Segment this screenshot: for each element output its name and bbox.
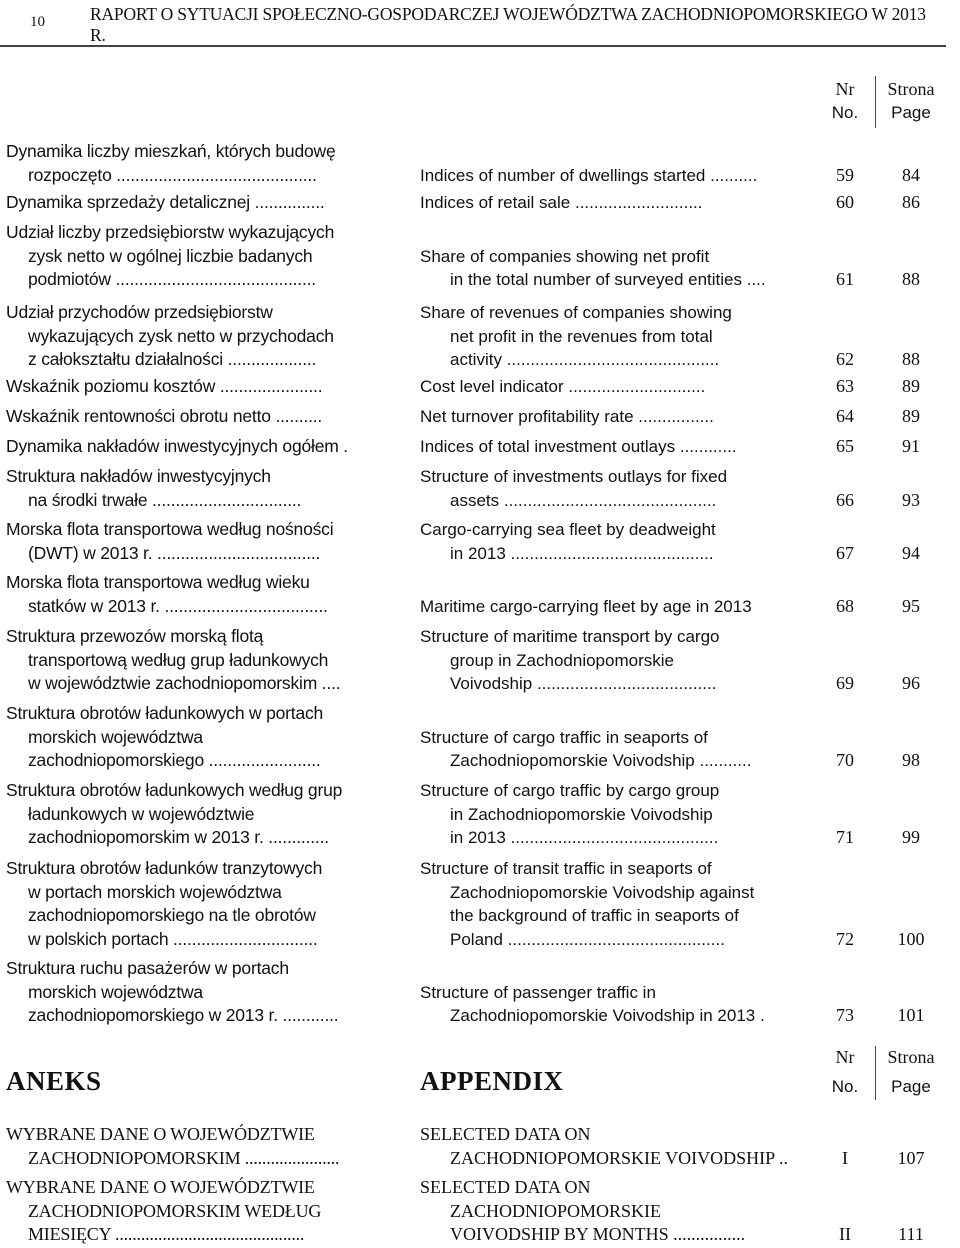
english-title-line: Indices of retail sale ........................... [420, 193, 703, 212]
header-rule [0, 45, 946, 47]
strona-label: Strona [887, 1047, 935, 1067]
polish-title [6, 857, 386, 951]
polish-title-line: Struktura obrotów ładunkowych według grup [6, 780, 343, 800]
polish-title-line: Struktura ruchu pasażerów w portach [6, 958, 289, 978]
table-number: 69 [836, 673, 854, 693]
english-title-line: Structure of passenger traffic in [420, 982, 656, 1002]
page-number-link[interactable]: 111 [898, 1224, 924, 1244]
english-title [420, 981, 805, 1028]
page-number-link[interactable]: 89 [902, 406, 920, 426]
polish-title-line: Wskaźnik rentowności obrotu netto .......... [6, 406, 323, 426]
polish-title-line: w województwie zachodniopomorskim .... [28, 673, 341, 693]
table-number: 61 [836, 269, 854, 289]
polish-title [6, 702, 386, 773]
table-number: 72 [836, 928, 854, 949]
nr-label: Nr [835, 1047, 855, 1067]
polish-title-line: w polskich portach ............................... [28, 928, 318, 949]
polish-title-line: Struktura przewozów morską flotą [6, 626, 264, 646]
table-number: 73 [836, 1005, 854, 1025]
english-title-line: Voivodship ...................................... [450, 674, 717, 693]
polish-title-line: zachodniopomorskiego w 2013 r. ............ [28, 1005, 339, 1025]
table-number: 71 [836, 827, 854, 847]
english-title-line: Cargo-carrying sea fleet by deadweight [420, 520, 716, 539]
table-number: 64 [836, 406, 854, 426]
polish-title [6, 405, 386, 429]
english-title-line: assets ............................................. [450, 490, 717, 510]
english-title [420, 375, 805, 399]
polish-title [6, 518, 386, 565]
polish-title [6, 301, 386, 372]
page-number: 10 [30, 14, 45, 30]
table-number: 63 [836, 376, 854, 396]
polish-title-line: MIESIĘCY ............................................ [28, 1224, 305, 1244]
polish-title-line: Udział liczby przedsiębiorstw wykazujących [6, 222, 335, 242]
polish-title-line: morskich województwa [28, 726, 203, 747]
english-title-line: in the total number of surveyed entities .... [450, 270, 766, 289]
appendix-heading: APPENDIX [420, 1066, 564, 1096]
english-title-line: the background of traffic in seaports of [450, 906, 739, 925]
english-title-line: Structure of maritime transport by cargo [420, 627, 720, 646]
english-title-line: Structure of cargo traffic by cargo group [420, 781, 720, 800]
polish-title-line: Dynamika nakładów inwestycyjnych ogółem . [6, 436, 348, 456]
english-title [420, 595, 805, 619]
polish-title-line: ZACHODNIOPOMORSKIM WEDŁUG [28, 1200, 322, 1221]
polish-title [6, 465, 386, 512]
polish-title-line: Dynamika liczby mieszkań, których budowę [6, 141, 336, 161]
english-title [420, 405, 805, 429]
english-title-line: Structure of transit traffic in seaports of [420, 859, 712, 878]
polish-title-line: na środki trwałe ................................ [28, 489, 302, 510]
page-number-link[interactable]: 91 [902, 436, 920, 456]
polish-title-line: w portach morskich województwa [28, 881, 282, 902]
english-title-line: in 2013 ............................................ [450, 828, 719, 847]
english-title-line: Zachodniopomorskie Voivodship against [450, 882, 755, 902]
page-column-header [876, 78, 946, 124]
annex-page-column-header [876, 1046, 946, 1098]
polish-title [6, 1123, 386, 1170]
english-title-line: ZACHODNIOPOMORSKIE VOIVODSHIP .. [450, 1147, 789, 1168]
polish-title [6, 625, 386, 696]
page-number-link[interactable]: 101 [897, 1005, 925, 1025]
page-number-link[interactable]: 94 [902, 542, 920, 563]
polish-title-line: Struktura obrotów ładunków tranzytowych [6, 858, 323, 878]
english-title [420, 1176, 805, 1247]
polish-title [6, 191, 386, 215]
table-number: 60 [836, 192, 854, 212]
polish-title-line: Morska flota transportowa według wieku [6, 572, 310, 592]
polish-title-line: rozpoczęto ........................................... [28, 164, 317, 185]
polish-title-line: podmiotów ........................................... [28, 269, 316, 289]
english-title-line: in Zachodniopomorskie Voivodship [450, 804, 713, 824]
polish-title [6, 140, 386, 187]
english-title-line: in 2013 ........................................... [450, 543, 714, 563]
page-number-link[interactable]: 88 [902, 269, 920, 289]
english-title-line: Indices of total investment outlays ............ [420, 437, 737, 456]
polish-title [6, 779, 386, 850]
english-title [420, 191, 805, 215]
english-title [420, 435, 805, 459]
annex-nr-column-header [815, 1046, 875, 1098]
page-number-link[interactable]: 86 [902, 192, 920, 212]
english-title-line: Poland .............................................. [450, 929, 725, 949]
english-title [420, 518, 805, 565]
polish-title-line: statków w 2013 r. ................................... [28, 595, 328, 616]
english-title [420, 857, 805, 951]
page-number-link[interactable]: 99 [902, 827, 920, 847]
table-number: 70 [836, 750, 854, 770]
no-label: No. [831, 103, 859, 122]
english-title [420, 164, 805, 188]
page-label: Page [891, 1077, 931, 1096]
english-title-line: Share of companies showing net profit [420, 246, 710, 266]
english-title [420, 726, 805, 773]
table-number: 67 [836, 542, 854, 563]
table-number: 66 [836, 489, 854, 510]
page-number-link[interactable]: 107 [897, 1147, 925, 1168]
english-title-line: Net turnover profitability rate ................ [420, 407, 714, 426]
polish-title-line: ZACHODNIOPOMORSKIM ...................... [28, 1147, 340, 1168]
english-title [420, 245, 805, 292]
polish-title-line: z całokształtu działalności ................... [28, 349, 317, 369]
page-number-link[interactable]: 88 [902, 349, 920, 369]
polish-title [6, 957, 386, 1028]
english-title-line: Maritime cargo-carrying fleet by age in 2013 [420, 596, 752, 616]
english-title-line: Zachodniopomorskie Voivodship ........... [450, 751, 752, 770]
english-title-line: Share of revenues of companies showing [420, 303, 732, 322]
polish-title-line: WYBRANE DANE O WOJEWÓDZTWIE [6, 1177, 315, 1197]
polish-title-line: Struktura obrotów ładunkowych w portach [6, 703, 324, 723]
english-title-line: Zachodniopomorskie Voivodship in 2013 . [450, 1006, 765, 1025]
polish-title-line: Wskaźnik poziomu kosztów ...................... [6, 376, 323, 396]
polish-title-line: Morska flota transportowa według nośności [6, 519, 334, 539]
polish-title-line: zachodniopomorskim w 2013 r. ............. [28, 827, 329, 847]
polish-title-line: zachodniopomorskiego na tle obrotów [28, 905, 316, 925]
english-title-line: SELECTED DATA ON [420, 1124, 591, 1144]
polish-title-line: wykazujących zysk netto w przychodach [28, 325, 334, 346]
polish-title-line: transportową według grup ładunkowych [28, 649, 329, 670]
column-divider [875, 76, 876, 128]
english-title-line: Cost level indicator ............................. [420, 377, 706, 396]
table-number: II [839, 1224, 851, 1244]
polish-title [6, 221, 386, 292]
table-number: 62 [836, 349, 854, 369]
polish-title-line: Struktura nakładów inwestycyjnych [6, 466, 271, 486]
english-title [420, 465, 805, 512]
english-title [420, 625, 805, 696]
page-number-link[interactable]: 98 [902, 750, 920, 770]
english-title-line: VOIVODSHIP BY MONTHS ................ [450, 1224, 746, 1244]
english-title-line: activity ............................................. [450, 350, 720, 369]
polish-title-line: WYBRANE DANE O WOJEWÓDZTWIE [6, 1124, 315, 1144]
english-title-line: Structure of cargo traffic in seaports of [420, 727, 708, 747]
page-number-link[interactable]: 100 [897, 928, 925, 949]
page-number-link[interactable]: 96 [902, 673, 920, 693]
english-title-line: SELECTED DATA ON [420, 1177, 591, 1197]
polish-title [6, 375, 386, 399]
polish-title-line: zachodniopomorskiego ........................ [28, 750, 321, 770]
polish-title [6, 571, 386, 618]
strona-label: Strona [887, 79, 935, 99]
page-number-link[interactable]: 93 [902, 489, 920, 510]
report-title: RAPORT O SYTUACJI SPOŁECZNO-GOSPODARCZEJ WOJEWÓDZTWA ZACHODNIOPOMORSKIEGO W 2013 R. [90, 4, 926, 45]
english-title-line: group in Zachodniopomorskie [450, 650, 674, 670]
table-number: 65 [836, 436, 854, 456]
english-title-line: Indices of number of dwellings started .......... [420, 165, 758, 185]
page-label: Page [891, 103, 931, 122]
page-number-link[interactable]: 95 [902, 595, 920, 616]
page-number-link[interactable]: 84 [902, 164, 920, 185]
table-number: 59 [836, 164, 854, 185]
english-title [420, 301, 805, 372]
table-number: I [842, 1147, 848, 1168]
nr-label: Nr [835, 79, 855, 99]
polish-title-line: (DWT) w 2013 r. ................................... [28, 542, 321, 563]
english-title [420, 1123, 805, 1170]
english-title-line: net profit in the revenues from total [450, 326, 713, 346]
polish-title [6, 435, 386, 459]
page-number-link[interactable]: 89 [902, 376, 920, 396]
polish-title-line: zysk netto w ogólnej liczbie badanych [28, 245, 313, 266]
aneks-heading: ANEKS [6, 1066, 102, 1096]
polish-title [6, 1176, 386, 1247]
polish-title-line: morskich województwa [28, 981, 203, 1002]
polish-title-line: Dynamika sprzedaży detalicznej ............... [6, 192, 325, 212]
english-title [420, 779, 805, 850]
table-number: 68 [836, 595, 854, 616]
polish-title-line: Udział przychodów przedsiębiorstw [6, 302, 273, 322]
polish-title-line: ładunkowych w województwie [28, 803, 255, 824]
english-title-line: Structure of investments outlays for fixed [420, 467, 728, 486]
no-label: No. [831, 1077, 859, 1096]
english-title-line: ZACHODNIOPOMORSKIE [450, 1200, 662, 1221]
nr-column-header [815, 78, 875, 124]
